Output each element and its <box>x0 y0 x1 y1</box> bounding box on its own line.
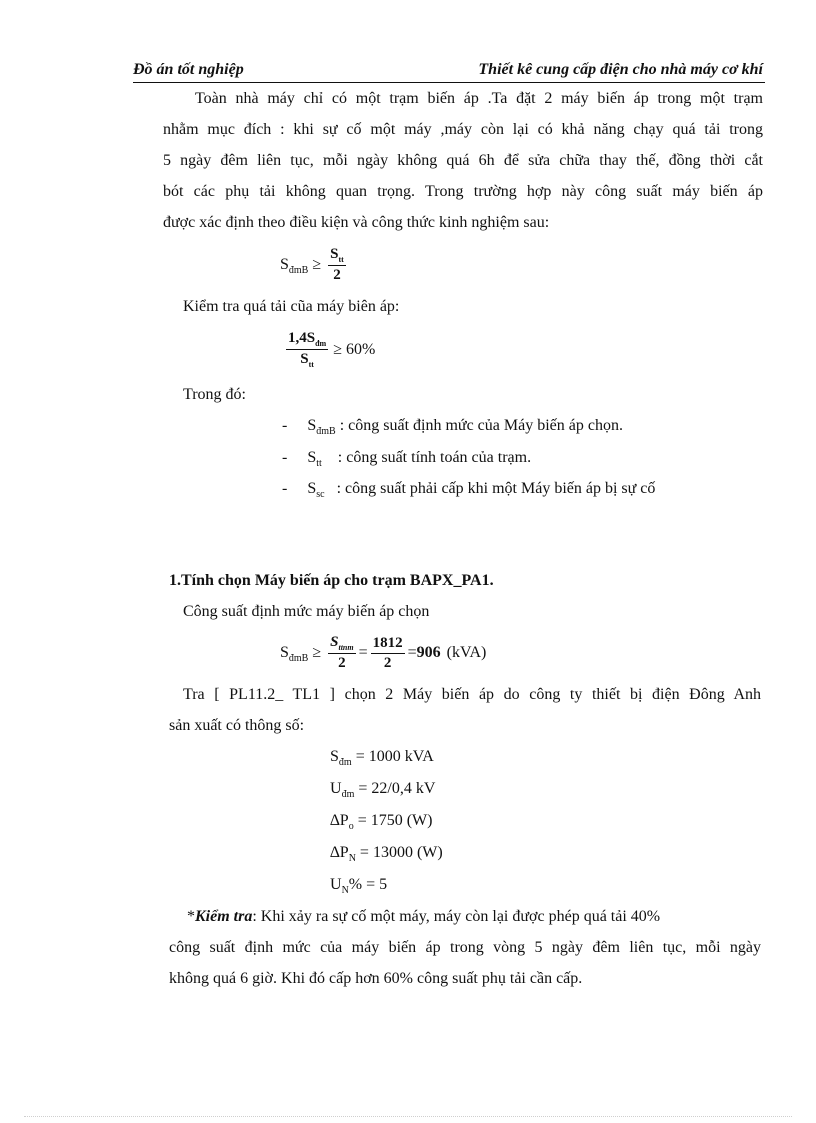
intro-paragraph <box>163 83 763 238</box>
check-overload-label: Kiểm tra quá tải cũa máy biên áp: <box>183 298 400 315</box>
formula1-fraction: $\frac{S_{tt}}{2}$ <box>330 246 344 283</box>
definition-item: - $S_{sc}$ : công suất phải cấp khi một Máy biến áp bị sự cố <box>282 480 656 500</box>
header-right-title: Thiết kê cung cấp điện cho nhà máy cơ khí <box>478 61 763 78</box>
rated-power-label: Công suất định mức máy biến áp chọn <box>183 603 430 620</box>
formula3-fraction-1: $\frac{S_{ttnm}}{2}$ <box>330 634 354 671</box>
check-label: Kiểm tra <box>195 908 253 925</box>
intro-line: 5 ngày đêm liên tục, mỗi ngày không quá 6h để sửa chữa thay thế, đồng thời cắt <box>163 152 763 169</box>
spec-item: $\Delta P_o = 1750$ (W) <box>330 812 433 832</box>
intro-line: Toàn nhà máy chỉ có một trạm biến áp .Ta đặt 2 máy biến áp trong một trạm <box>195 90 763 107</box>
formula3-unit: (kVA) <box>446 644 487 661</box>
formula3-eq: = <box>407 644 417 661</box>
spec-item: $U_{đm} = 22/0,4$ kV <box>330 780 436 800</box>
formula2-fraction: $\frac{1,4S_{đm}}{S_{tt}}$ <box>288 330 327 369</box>
check-line: *Kiểm tra: Khi xảy ra sự cố một máy, máy còn lại được phép quá tải 40% <box>187 908 661 925</box>
check-line: không quá 6 giờ. Khi đó cấp hơn 60% công suất phụ tải cần cấp. <box>169 970 583 987</box>
definition-item: - $S_{tt}$ : công suất tính toán của trạm. <box>282 449 532 469</box>
page-header <box>133 60 765 83</box>
formula3-lhs: $S_{đmB}$ <box>280 644 309 664</box>
formula-rated-calc <box>280 634 486 672</box>
header-left-title: Đồ án tốt nghiệp <box>133 61 244 78</box>
check-line: công suất định mức của máy biến áp trong vòng 5 ngày đêm liên tục, mỗi ngày <box>169 939 761 956</box>
catalog-paragraph <box>169 679 761 741</box>
spec-item: $S_{đm} = 1000$ kVA <box>330 748 434 768</box>
page-bottom-divider <box>24 1116 792 1117</box>
catalog-line: sản xuất có thông số: <box>169 717 305 734</box>
definition-item: - $S_{đmB}$ : công suất định mức của Máy biến áp chọn. <box>282 417 623 437</box>
check-paragraph <box>169 901 761 994</box>
formula1-lhs: $S_{đmB}$ <box>280 256 309 276</box>
formula-rated-power <box>280 246 349 284</box>
intro-line: được xác định theo điều kiện và công thức kinh nghiệm sau: <box>163 214 550 231</box>
formula3-result: 906 <box>416 644 441 661</box>
catalog-line: Tra [ PL11.2_ TL1 ] chọn 2 Máy biến áp do công ty thiết bị điện Đông Anh <box>183 686 761 703</box>
formula3-fraction-2: $\frac{1812}{2}$ <box>372 634 403 671</box>
formula2-rhs: ≥ 60% <box>333 340 376 358</box>
formula3-eq: = <box>358 644 368 661</box>
intro-line: bót các phụ tải không quan trọng. Trong trường hợp này công suất máy biến áp <box>163 183 763 200</box>
formula1-op: ≥ <box>312 256 322 273</box>
section-title: 1.Tính chọn Máy biến áp cho trạm BAPX_PA1. <box>169 572 494 589</box>
formula-overload <box>283 330 375 369</box>
spec-item: $U_N\% = 5$ <box>330 876 388 896</box>
where-label: Trong đó: <box>183 386 246 403</box>
spec-item: $\Delta P_N = 13000$ (W) <box>330 844 443 864</box>
formula3-op: ≥ <box>312 644 322 661</box>
intro-line: nhằm mục đích : khi sự cố một máy ,máy còn lại có khả năng chạy quá tải trong <box>163 121 763 138</box>
